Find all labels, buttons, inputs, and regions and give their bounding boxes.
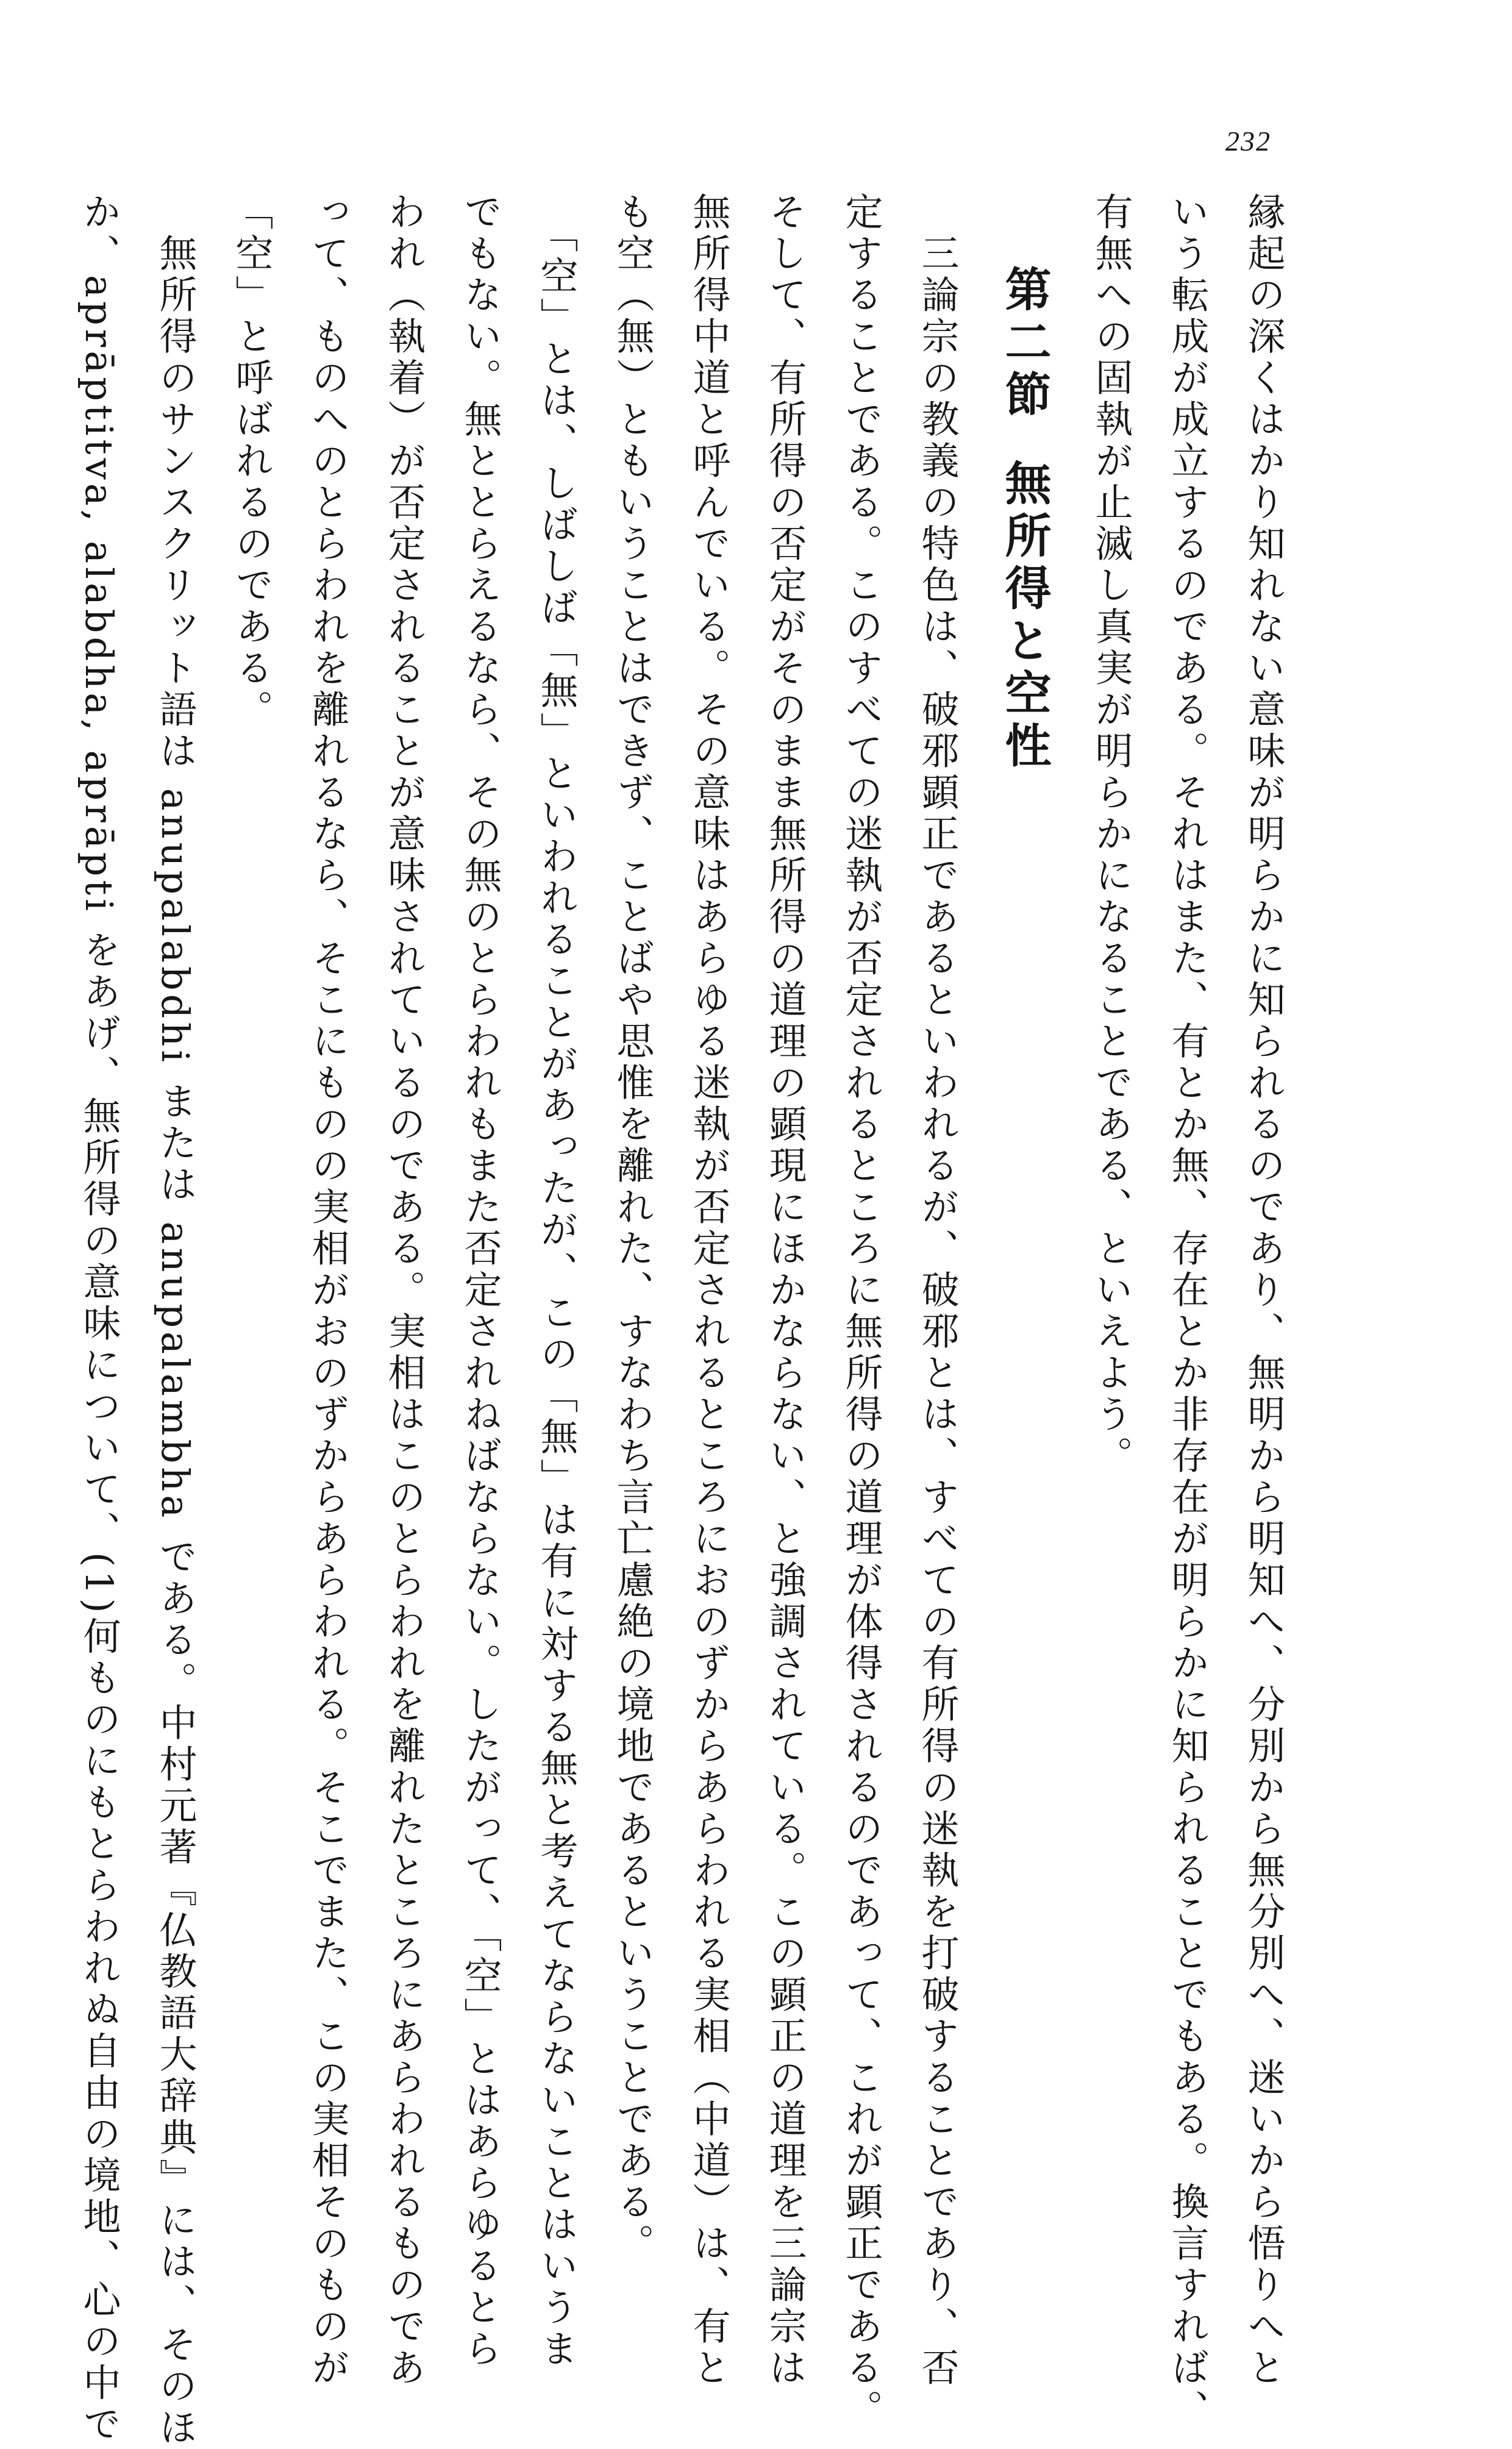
text-column: 無所得のサンスクリット語は anupalabdhi または anupalambha である。中村元著『仏教語大辞典』には、そのほ: [153, 192, 198, 2449]
page-number: 232: [1225, 126, 1271, 157]
text-column: も空（無）ともいうことはできず、ことばや思惟を離れた、すなわち言亡慮絶の境地であるということである。: [610, 192, 655, 2265]
text-column: でもない。無ととらえるなら、その無のとらわれもまた否定されねばならない。したがって、「空」とはあらゆるとら: [458, 192, 502, 2370]
text-column: 無所得中道と呼んでいる。その意味はあらゆる迷執が否定されるところにおのずからあらわれる実相（中道）は、有と: [686, 192, 731, 2389]
section-number: 第二節: [997, 265, 1052, 422]
text-column: 定することである。このすべての迷執が否定されるところに無所得の道理が体得されるのであって、これが顕正である。: [839, 192, 883, 2431]
text-column: か、aprāptitva, alabdha, aprāpti をあげ、無所得の意味について、(1)何ものにもとらわれぬ自由の境地、心の中で: [77, 192, 121, 2446]
text-column: そして、有所得の否定がそのまま無所得の道理の顕現にほかならない、と強調されている。この顕正の道理を三論宗は: [763, 192, 807, 2389]
text-column: いう転成が成立するのである。それはまた、有とか無、存在とか非存在が明らかに知られることでもある。換言すれば、: [1165, 192, 1210, 2431]
section-heading: [975, 192, 1073, 1911]
text-column: 有無への固執が止滅し真実が明らかになることである、といえよう。: [1089, 192, 1133, 1477]
vertical-text-body: [61, 192, 1302, 2449]
text-column: 三論宗の教義の特色は、破邪顕正であるといわれるが、破邪とは、すべての有所得の迷執を打破することであり、否: [915, 192, 960, 2389]
section-title: 無所得と空性: [997, 459, 1052, 774]
text-column: 「空」とは、しばしば「無」といわれることがあったが、この「無」は有に対する無と考えてならないことはいうま: [534, 192, 579, 2370]
text-column: われ（執着）が否定されることが意味されているのである。実相はこのとらわれを離れたところにあらわれるものであ: [382, 192, 426, 2389]
text-column: 縁起の深くはかり知れない意味が明らかに知られるのであり、無明から明知へ、分別から無分別へ、迷いから悟りへと: [1241, 192, 1286, 2389]
text-column: って、ものへのとらわれを離れるなら、そこにものの実相がおのずからあらわれる。そこでまた、この実相そのものが: [305, 192, 350, 2389]
text-column: 「空」と呼ばれるのである。: [229, 192, 274, 731]
